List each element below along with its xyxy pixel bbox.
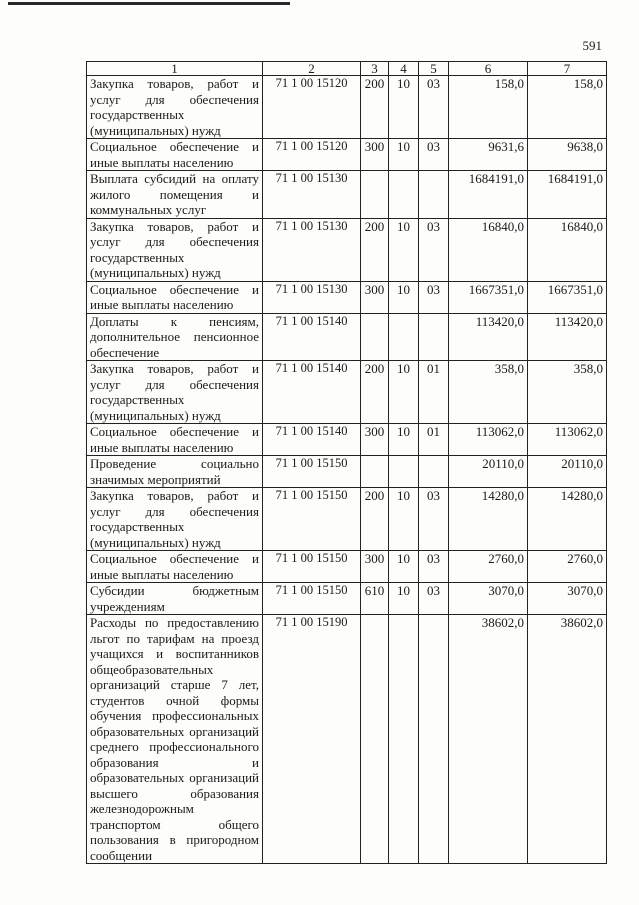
expense-name-cell: Закупка товаров, работ и услуг для обеспечения государственных (муниципальных) нужд: [87, 488, 263, 551]
expense-name-cell: Субсидии бюджетным учреждениям: [87, 583, 263, 615]
section-cell: 10: [389, 139, 419, 171]
amount-year2-cell: 1667351,0: [528, 281, 607, 313]
amount-year1-cell: 1667351,0: [449, 281, 528, 313]
expense-name-cell: Расходы по предоставлению льгот по тарифам на проезд учащихся и воспитанников общеобразовательных организаций старше 7 лет, студентов очной формы обучения профессиональных образовательных организаций среднего профессионального образования и образовательных организаций высшего образования железнодорожным транспортом общего пользования в пригородном сообщении: [87, 615, 263, 864]
table-row: [87, 361, 607, 424]
subsection-cell: 03: [419, 551, 449, 583]
column-header-6: 6: [449, 62, 528, 76]
amount-year1-cell: 158,0: [449, 76, 528, 139]
section-cell: 10: [389, 551, 419, 583]
amount-year2-cell: 2760,0: [528, 551, 607, 583]
column-header-3: 3: [361, 62, 389, 76]
expense-name-cell: Закупка товаров, работ и услуг для обеспечения государственных (муниципальных) нужд: [87, 361, 263, 424]
amount-year2-cell: 3070,0: [528, 583, 607, 615]
target-code-cell: 71 1 00 15130: [263, 218, 361, 281]
target-code-cell: 71 1 00 15130: [263, 281, 361, 313]
subsection-cell: 01: [419, 424, 449, 456]
subsection-cell: 03: [419, 139, 449, 171]
expense-name-cell: Проведение социально значимых мероприятий: [87, 456, 263, 488]
table-row: [87, 583, 607, 615]
target-code-cell: 71 1 00 15140: [263, 424, 361, 456]
budget-table: [86, 61, 607, 864]
amount-year1-cell: 14280,0: [449, 488, 528, 551]
expense-type-cell: [361, 171, 389, 219]
target-code-cell: 71 1 00 15150: [263, 488, 361, 551]
column-header-2: 2: [263, 62, 361, 76]
expense-name-cell: Закупка товаров, работ и услуг для обеспечения государственных (муниципальных) нужд: [87, 218, 263, 281]
amount-year2-cell: 1684191,0: [528, 171, 607, 219]
section-cell: [389, 171, 419, 219]
expense-type-cell: 300: [361, 281, 389, 313]
expense-type-cell: [361, 313, 389, 361]
amount-year2-cell: 113062,0: [528, 424, 607, 456]
subsection-cell: [419, 313, 449, 361]
section-cell: 10: [389, 424, 419, 456]
target-code-cell: 71 1 00 15150: [263, 456, 361, 488]
subsection-cell: 01: [419, 361, 449, 424]
table-row: [87, 76, 607, 139]
table-row: [87, 313, 607, 361]
amount-year2-cell: 20110,0: [528, 456, 607, 488]
amount-year2-cell: 38602,0: [528, 615, 607, 864]
section-cell: 10: [389, 281, 419, 313]
expense-name-cell: Социальное обеспечение и иные выплаты населению: [87, 551, 263, 583]
amount-year2-cell: 16840,0: [528, 218, 607, 281]
column-header-7: 7: [528, 62, 607, 76]
column-header-1: 1: [87, 62, 263, 76]
section-cell: 10: [389, 218, 419, 281]
amount-year2-cell: 113420,0: [528, 313, 607, 361]
amount-year2-cell: 14280,0: [528, 488, 607, 551]
column-header-5: 5: [419, 62, 449, 76]
page-number: 591: [582, 38, 602, 53]
expense-name-cell: Социальное обеспечение и иные выплаты населению: [87, 424, 263, 456]
amount-year1-cell: 2760,0: [449, 551, 528, 583]
amount-year1-cell: 1684191,0: [449, 171, 528, 219]
amount-year1-cell: 20110,0: [449, 456, 528, 488]
amount-year1-cell: 113420,0: [449, 313, 528, 361]
expense-type-cell: 200: [361, 76, 389, 139]
expense-type-cell: 610: [361, 583, 389, 615]
target-code-cell: 71 1 00 15150: [263, 583, 361, 615]
table-row: [87, 615, 607, 864]
section-cell: [389, 615, 419, 864]
expense-type-cell: 300: [361, 139, 389, 171]
subsection-cell: 03: [419, 218, 449, 281]
table-row: [87, 171, 607, 219]
subsection-cell: [419, 615, 449, 864]
subsection-cell: [419, 171, 449, 219]
target-code-cell: 71 1 00 15120: [263, 76, 361, 139]
target-code-cell: 71 1 00 15130: [263, 171, 361, 219]
table-row: [87, 456, 607, 488]
expense-name-cell: Социальное обеспечение и иные выплаты населению: [87, 139, 263, 171]
amount-year2-cell: 358,0: [528, 361, 607, 424]
amount-year1-cell: 16840,0: [449, 218, 528, 281]
amount-year2-cell: 9638,0: [528, 139, 607, 171]
column-header-4: 4: [389, 62, 419, 76]
section-cell: 10: [389, 488, 419, 551]
target-code-cell: 71 1 00 15190: [263, 615, 361, 864]
expense-type-cell: 200: [361, 218, 389, 281]
subsection-cell: 03: [419, 76, 449, 139]
expense-type-cell: 200: [361, 361, 389, 424]
expense-name-cell: Закупка товаров, работ и услуг для обеспечения государственных (муниципальных) нужд: [87, 76, 263, 139]
table-row: [87, 281, 607, 313]
table-row: [87, 551, 607, 583]
target-code-cell: 71 1 00 15140: [263, 361, 361, 424]
target-code-cell: 71 1 00 15140: [263, 313, 361, 361]
expense-name-cell: Выплата субсидий на оплату жилого помещения и коммунальных услуг: [87, 171, 263, 219]
section-cell: 10: [389, 76, 419, 139]
target-code-cell: 71 1 00 15150: [263, 551, 361, 583]
subsection-cell: 03: [419, 281, 449, 313]
scan-edge-line: [8, 2, 290, 5]
amount-year1-cell: 9631,6: [449, 139, 528, 171]
expense-type-cell: [361, 615, 389, 864]
expense-type-cell: 300: [361, 551, 389, 583]
section-cell: 10: [389, 583, 419, 615]
amount-year2-cell: 158,0: [528, 76, 607, 139]
amount-year1-cell: 113062,0: [449, 424, 528, 456]
table-row: [87, 218, 607, 281]
amount-year1-cell: 38602,0: [449, 615, 528, 864]
expense-type-cell: 200: [361, 488, 389, 551]
subsection-cell: [419, 456, 449, 488]
header-row: [87, 62, 607, 76]
section-cell: 10: [389, 361, 419, 424]
table-row: [87, 424, 607, 456]
expense-type-cell: [361, 456, 389, 488]
section-cell: [389, 313, 419, 361]
amount-year1-cell: 3070,0: [449, 583, 528, 615]
expense-name-cell: Социальное обеспечение и иные выплаты населению: [87, 281, 263, 313]
table-row: [87, 488, 607, 551]
table-row: [87, 139, 607, 171]
expense-name-cell: Доплаты к пенсиям, дополнительное пенсионное обеспечение: [87, 313, 263, 361]
subsection-cell: 03: [419, 488, 449, 551]
subsection-cell: 03: [419, 583, 449, 615]
target-code-cell: 71 1 00 15120: [263, 139, 361, 171]
expense-type-cell: 300: [361, 424, 389, 456]
amount-year1-cell: 358,0: [449, 361, 528, 424]
section-cell: [389, 456, 419, 488]
